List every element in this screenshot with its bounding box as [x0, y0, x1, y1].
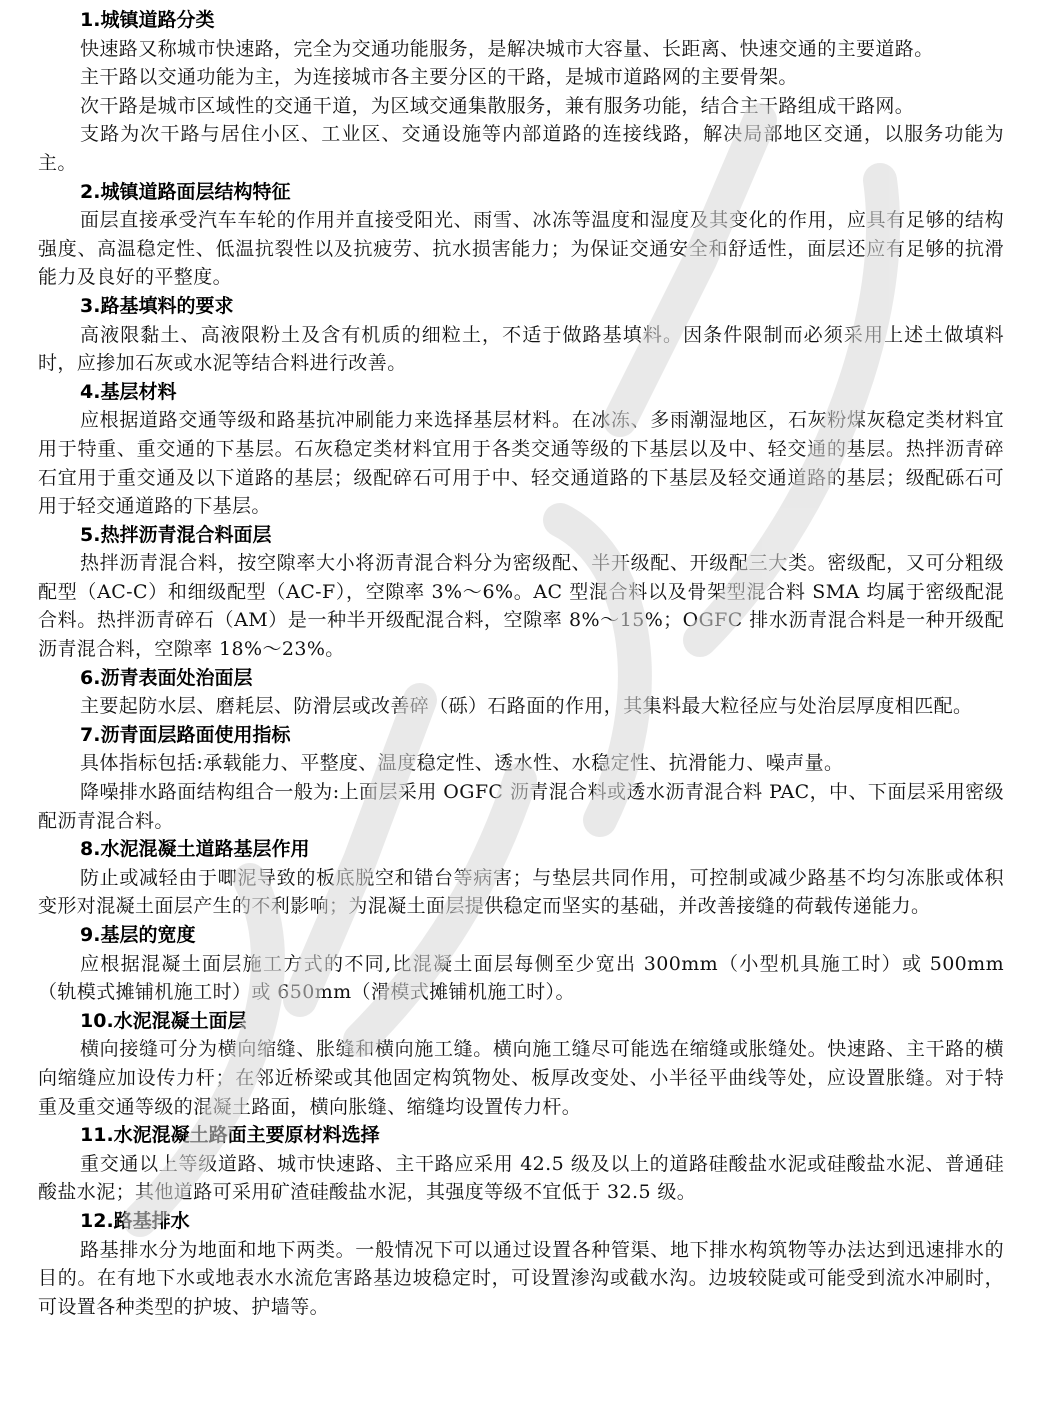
- paragraph: 主要起防水层、磨耗层、防滑层或改善碎（砾）石路面的作用，其集料最大粒径应与处治层厚度相匹配。: [80, 695, 973, 718]
- paragraph: 次干路是城市区域性的交通干道，为区域交通集散服务，兼有服务功能，结合主干路组成干路网。: [80, 94, 915, 117]
- section-heading: 6.沥青表面处治面层: [80, 666, 253, 689]
- document-body: [38, 6, 1004, 1321]
- paragraph: 热拌沥青混合料，按空隙率大小将沥青混合料分为密级配、半开级配、开级配三大类。密级配，又可分粗级配型（AC-C）和细级配型（AC-F），空隙率 3%～6%。AC 型混合料以及骨架型混合料 SMA 均属于密级配混合料。热拌沥青碎石（AM）是一种半开级配混合料，空隙率 8%～15%；OGFC 排水沥青混合料是一种开级配沥青混合料，空隙率 18%～23%。: [38, 552, 1004, 661]
- section-heading: 7.沥青面层路面使用指标: [80, 723, 291, 746]
- paragraph: 主干路以交通功能为主，为连接城市各主要分区的干路，是城市道路网的主要骨架。: [80, 66, 798, 89]
- section-heading: 5.热拌沥青混合料面层: [80, 523, 272, 546]
- section-heading: 9.基层的宽度: [80, 924, 196, 946]
- paragraph: 降噪排水路面结构组合一般为:上面层采用 OGFC 沥青混合料或透水沥青混合料 PAC，中、下面层采用密级配沥青混合料。: [38, 781, 1004, 832]
- section-heading: 12.路基排水: [80, 1209, 190, 1232]
- section-heading: 11.水泥混凝土路面主要原材料选择: [80, 1124, 380, 1147]
- paragraph: 高液限黏土、高液限粉土及含有机质的细粒土，不适于做路基填料。因条件限制而必须采用上述土做填料时，应掺加石灰或水泥等结合料进行改善。: [38, 323, 1004, 375]
- paragraph: 防止或减轻由于唧泥导致的板底脱空和错台等病害；与垫层共同作用，可控制或减少路基不均匀冻胀或体积变形对混凝土面层产生的不利影响；为混凝土面层提供稳定而坚实的基础，并改善接缝的荷载传递能力。: [38, 866, 1004, 918]
- section-heading: 10.水泥混凝土面层: [80, 1009, 247, 1032]
- paragraph: 横向接缝可分为横向缩缝、胀缝和横向施工缝。横向施工缝尽可能选在缩缝或胀缝处。快速路、主干路的横向缩缝应加设传力杆；在邻近桥梁或其他固定构筑物处、板厚改变处、小半径平曲线等处，应设置胀缝。对于特重及重交通等级的混凝土路面，横向胀缝、缩缝均设置传力杆。: [38, 1038, 1004, 1118]
- section-heading: 8.水泥混凝土道路基层作用: [80, 838, 310, 861]
- paragraph: 具体指标包括:承载能力、平整度、温度稳定性、透水性、水稳定性、抗滑能力、噪声量。: [80, 752, 844, 775]
- paragraph: 面层直接承受汽车车轮的作用并直接受阳光、雨雪、冰冻等温度和湿度及其变化的作用，应具有足够的结构强度、高温稳定性、低温抗裂性以及抗疲劳、抗水损害能力；为保证交通安全和舒适性，面层还应有足够的抗滑能力及良好的平整度。: [38, 209, 1004, 289]
- paragraph: 路基排水分为地面和地下两类。一般情况下可以通过设置各种管渠、地下排水构筑物等办法达到迅速排水的目的。在有地下水或地表水水流危害路基边坡稳定时，可设置渗沟或截水沟。边坡较陡或可能受到流水冲刷时，可设置各种类型的护坡、护墙等。: [38, 1238, 1004, 1318]
- paragraph: 应根据混凝土面层施工方式的不同,比混凝土面层每侧至少宽出 300mm（小型机具施工时）或 500mm（轨模式摊铺机施工时）或 650mm（滑模式摊铺机施工时）。: [38, 952, 1004, 1004]
- paragraph: 快速路又称城市快速路，完全为交通功能服务，是解决城市大容量、长距离、快速交通的主要道路。: [80, 37, 934, 60]
- section-heading: 2.城镇道路面层结构特征: [80, 180, 291, 203]
- section-heading: 4.基层材料: [80, 380, 177, 403]
- section-heading: 3.路基填料的要求: [80, 294, 234, 317]
- section-heading: 1.城镇道路分类: [80, 9, 215, 31]
- paragraph: 支路为次干路与居住小区、工业区、交通设施等内部道路的连接线路，解决局部地区交通，以服务功能为主。: [38, 123, 1004, 174]
- paragraph: 应根据道路交通等级和路基抗冲刷能力来选择基层材料。在冰冻、多雨潮湿地区，石灰粉煤灰稳定类材料宜用于特重、重交通的下基层。石灰稳定类材料宜用于各类交通等级的下基层以及中、轻交通的基层。热拌沥青碎石宜用于重交通及以下道路的基层；级配碎石可用于中、轻交通道路的下基层及轻交通道路的基层；级配砾石可用于轻交通道路的下基层。: [38, 409, 1004, 518]
- paragraph: 重交通以上等级道路、城市快速路、主干路应采用 42.5 级及以上的道路硅酸盐水泥或硅酸盐水泥、普通硅酸盐水泥；其他道路可采用矿渣硅酸盐水泥，其强度等级不宜低于 32.5 级。: [38, 1152, 1004, 1204]
